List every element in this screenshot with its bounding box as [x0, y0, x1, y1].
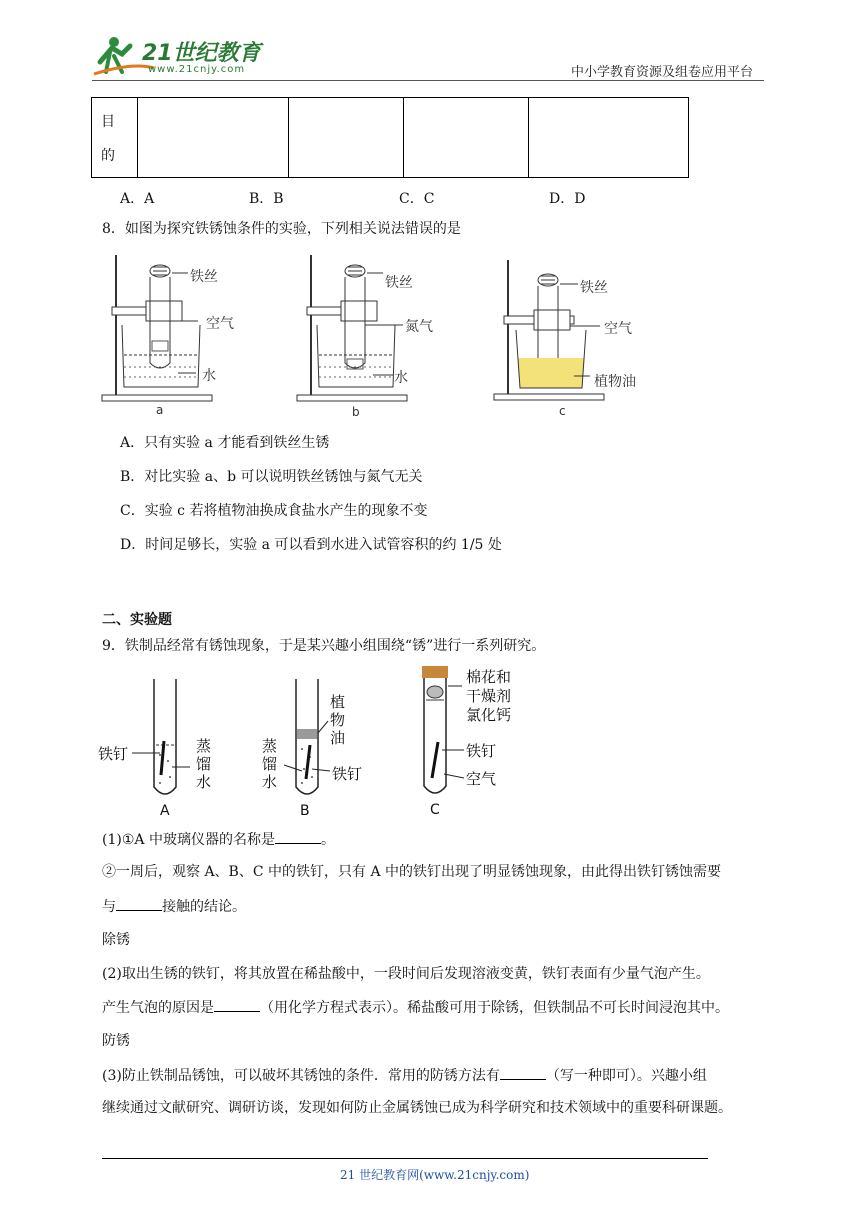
- q7-option-b[interactable]: B．B: [249, 191, 284, 207]
- label-nitrogen: 氮气: [405, 319, 433, 335]
- logo-url: www.21cnjy.com: [148, 64, 246, 75]
- q9-part3a: [102, 1065, 707, 1086]
- label-oil-3: 油: [330, 729, 346, 747]
- q9-part1-end: 。: [320, 832, 335, 848]
- q9-part1: [102, 829, 335, 850]
- label-desiccant: 干燥剂: [466, 687, 512, 705]
- label-water: 水: [394, 370, 408, 386]
- q9-p3b-pre: 产生气泡的原因是: [102, 1000, 214, 1016]
- answer-blank-3[interactable]: [214, 997, 260, 1012]
- q9-part2a: (2)取出生锈的铁钉，将其放置在稀盐酸中，一段时间后发现溶液变黄，铁钉表面有少量气泡产生。: [102, 966, 710, 982]
- label-iron-nail: 铁钉: [98, 745, 129, 763]
- q9-p4a-post: （写一种即可）。兴趣小组: [545, 1068, 707, 1084]
- q9-part1-2a: ②一周后，观察 A、B、C 中的铁钉，只有 A 中的铁钉出现了明显锈蚀现象，由此得出铁钉锈蚀需要: [102, 864, 722, 880]
- label-oil-1: 植: [330, 693, 346, 711]
- q9-part1-text: (1)①A 中玻璃仪器的名称是: [102, 832, 275, 848]
- footer-link[interactable]: 21 世纪教育网(www.21cnjy.com): [340, 1168, 530, 1182]
- q8-stem: 8．如图为探究铁锈蚀条件的实验，下列相关说法错误的是: [102, 221, 461, 237]
- q7-option-a[interactable]: A．A: [120, 191, 155, 207]
- q7-option-c[interactable]: C．C: [399, 191, 435, 207]
- label-vegetable-oil: 植物油: [594, 374, 636, 390]
- answer-blank-2[interactable]: [116, 896, 162, 911]
- label-iron-nail: 铁钉: [332, 765, 363, 783]
- q9-p2b-pre: 与: [102, 899, 116, 915]
- heading-rust-prevention: 防锈: [102, 1033, 130, 1049]
- caption-b: b: [352, 405, 360, 419]
- caption-b: B: [300, 803, 310, 819]
- heading-rust-removal: 除锈: [102, 932, 130, 948]
- caption-a: A: [160, 803, 170, 819]
- label-distilled-3: 水: [262, 773, 278, 791]
- caption-a: a: [156, 403, 164, 417]
- label-distilled-2: 馏: [262, 755, 278, 773]
- footer-rule: [102, 1158, 708, 1159]
- label-distilled-1: 蒸: [262, 737, 278, 755]
- label-iron-wire: 铁丝: [190, 269, 218, 285]
- logo-text: 21世纪教育: [142, 41, 261, 66]
- header-rule: [92, 80, 764, 81]
- label-oil-2: 物: [330, 711, 346, 729]
- label-air: 空气: [604, 321, 632, 337]
- label-air: 空气: [466, 770, 497, 788]
- q9-tube-b: [262, 675, 382, 820]
- label-air: 空气: [206, 316, 234, 332]
- q8-option-c[interactable]: C．实验 c 若将植物油换成食盐水产生的现象不变: [120, 503, 428, 519]
- label-distilled-2: 馏: [196, 755, 212, 773]
- header-platform-text: 中小学教育资源及组卷应用平台: [571, 65, 754, 80]
- q8-option-a[interactable]: A．只有实验 a 才能看到铁丝生锈: [120, 435, 330, 451]
- apparatus-c-icon: [490, 260, 660, 425]
- q9-tube-a: [98, 675, 228, 820]
- answer-blank-4[interactable]: [500, 1065, 546, 1080]
- caption-c: C: [430, 802, 440, 818]
- q9-p3b-post: （用化学方程式表示）。稀盐酸可用于除锈，但铁制品不可长时间浸泡其中。: [260, 1000, 729, 1016]
- q9-part3b: 继续通过文献研究、调研访谈，发现如何防止金属锈蚀已成为科学研究和技术领域中的重要科研课题。: [102, 1100, 732, 1116]
- label-iron-wire: 铁丝: [580, 280, 608, 296]
- label-iron-wire: 铁丝: [385, 275, 413, 291]
- q9-part2b: [102, 997, 729, 1018]
- site-logo: [92, 32, 262, 80]
- q9-tube-c: [414, 662, 544, 822]
- q8-option-d[interactable]: D．时间足够长，实验 a 可以看到水进入试管容积的约 1/5 处: [120, 537, 502, 553]
- q8-figure-c: [490, 260, 660, 425]
- label-water: 水: [202, 368, 216, 384]
- q9-p2b-post: 接触的结论。: [162, 899, 246, 915]
- label-calcium-chloride: 氯化钙: [466, 706, 512, 724]
- table-row-label-2: 的: [101, 148, 115, 164]
- apparatus-b-icon: [293, 255, 443, 420]
- caption-c: c: [559, 404, 566, 418]
- options-table: [91, 97, 689, 178]
- q7-option-d[interactable]: D．D: [549, 191, 586, 207]
- q8-figure-a: [98, 255, 248, 420]
- label-iron-nail: 铁钉: [466, 742, 497, 760]
- label-cotton: 棉花和: [466, 668, 512, 686]
- label-distilled-1: 蒸: [196, 737, 212, 755]
- q9-p4a-pre: (3)防止铁制品锈蚀，可以破坏其锈蚀的条件．常用的防锈方法有: [102, 1068, 500, 1084]
- q8-option-b[interactable]: B．对比实验 a、b 可以说明铁丝锈蚀与氮气无关: [120, 469, 423, 485]
- q8-figure-b: [293, 255, 443, 420]
- answer-blank-1[interactable]: [275, 829, 321, 844]
- apparatus-a-icon: [98, 255, 248, 420]
- section-title: 二、实验题: [102, 612, 172, 628]
- table-row-label: 目: [101, 114, 115, 130]
- q9-part1-2b: [102, 896, 246, 917]
- test-tube-b-icon: [262, 675, 382, 820]
- label-distilled-3: 水: [196, 773, 212, 791]
- q9-stem: 9．铁制品经常有锈蚀现象，于是某兴趣小组围绕“锈”进行一系列研究。: [102, 638, 546, 654]
